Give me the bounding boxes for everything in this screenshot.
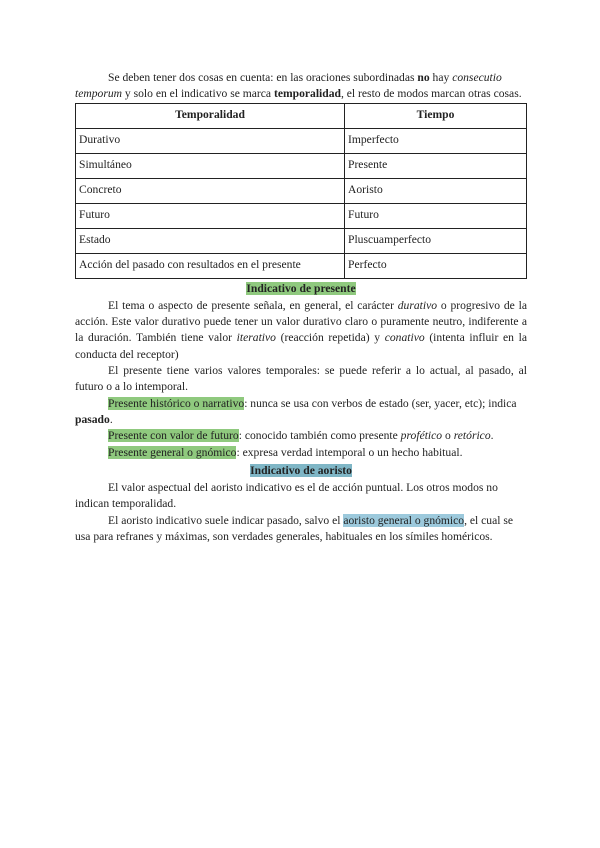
presente-paragraph-1 — [75, 298, 527, 363]
table-cell: Imperfecto — [345, 128, 527, 153]
presente-p1-text-d: (intenta influir en la conducta del receptor) — [75, 331, 527, 361]
presente-paragraph-2: El presente tiene varios valores temporales: se puede referir a lo actual, al pasado, al futuro o a lo intemporal. — [75, 364, 527, 394]
table-cell: Futuro — [345, 203, 527, 228]
intro-text-4: , el resto de modos marcan otras cosas. — [340, 87, 522, 101]
table-row — [76, 153, 527, 178]
table-header-tiempo: Tiempo — [345, 103, 527, 128]
aoristo-paragraph-1: El valor aspectual del aoristo indicativo es el de acción puntual. Los otros modos no indican temporalidad. — [75, 481, 498, 511]
aoristo-paragraph-2 — [75, 513, 527, 546]
table-row — [76, 253, 527, 278]
intro-italic-consecutio: consecutio temporum — [75, 71, 502, 101]
table-cell: Aoristo — [345, 178, 527, 203]
heading-presente-text: Indicativo de presente — [246, 281, 356, 295]
presente-historico-text: : nunca se usa con verbos de estado (ser, yacer, etc); indica — [244, 396, 517, 410]
table-cell: Acción del pasado con resultados en el presente — [76, 253, 345, 278]
intro-bold-temporalidad: temporalidad — [273, 87, 341, 101]
presente-historico-end: . — [109, 412, 113, 426]
intro-paragraph — [75, 70, 527, 103]
presente-futuro-mid: o — [442, 429, 454, 443]
presente-historico-bold: pasado — [75, 412, 110, 426]
presente-futuro-paragraph — [75, 428, 527, 444]
presente-gnomico-paragraph — [75, 445, 527, 461]
aoristo-p2-text-a: El aoristo indicativo suele indicar pasado, salvo el — [108, 513, 344, 527]
table-cell: Simultáneo — [76, 153, 345, 178]
presente-p1-text-b: o progresivo de la acción. Este valor durativo puede tener un valor durativo claro o puramente neutro, indiferente a la duración. También tiene valor — [75, 298, 527, 345]
intro-text-3: y solo en el indicativo se marca — [122, 87, 274, 101]
temporality-table — [75, 103, 527, 279]
heading-aoristo — [75, 463, 527, 479]
intro-text-1: Se deben tener dos cosas en cuenta: en las oraciones subordinadas — [108, 71, 418, 84]
presente-p1-italic-durativo: durativo — [397, 298, 438, 312]
heading-aoristo-text: Indicativo de aoristo — [250, 463, 352, 477]
intro-bold-no: no — [417, 71, 430, 84]
table-cell: Durativo — [76, 128, 345, 153]
presente-futuro-italic-profetico: profético — [400, 429, 443, 443]
presente-p1-text-c: (reacción repetida) y — [275, 331, 385, 345]
presente-historico-paragraph — [75, 396, 527, 429]
table-cell: Pluscuamperfecto — [345, 228, 527, 253]
document-page — [75, 70, 527, 545]
table-row — [76, 178, 527, 203]
presente-futuro-text: : conocido también como presente — [238, 429, 401, 443]
presente-gnomico-label: Presente general o gnómico — [108, 445, 237, 459]
table-cell: Presente — [345, 153, 527, 178]
presente-futuro-italic-retorico: retórico — [453, 429, 491, 443]
aoristo-p2-highlight: aoristo general o gnómico — [343, 513, 465, 527]
table-header-row — [76, 103, 527, 128]
table-header-temporalidad: Temporalidad — [76, 103, 345, 128]
table-row — [76, 203, 527, 228]
table-cell: Perfecto — [345, 253, 527, 278]
presente-p1-italic-iterativo: iterativo — [236, 331, 276, 345]
intro-text-2: hay — [429, 71, 453, 84]
presente-p1-text-a: El tema o aspecto de presente señala, en general, el carácter — [108, 298, 398, 312]
presente-futuro-end: . — [490, 429, 494, 443]
table-cell: Estado — [76, 228, 345, 253]
presente-p1-italic-conativo: conativo — [384, 331, 425, 345]
presente-gnomico-text: : expresa verdad intemporal o un hecho habitual. — [236, 445, 463, 459]
aoristo-p2-text-b: , el cual se usa para refranes y máximas, son verdades generales, habituales en los símiles homéricos. — [75, 513, 514, 544]
table-row — [76, 228, 527, 253]
table-row — [76, 128, 527, 153]
table-cell: Futuro — [76, 203, 345, 228]
presente-futuro-label: Presente con valor de futuro — [108, 429, 239, 443]
heading-presente — [75, 281, 527, 297]
presente-historico-label: Presente histórico o narrativo — [108, 396, 245, 410]
table-cell: Concreto — [76, 178, 345, 203]
